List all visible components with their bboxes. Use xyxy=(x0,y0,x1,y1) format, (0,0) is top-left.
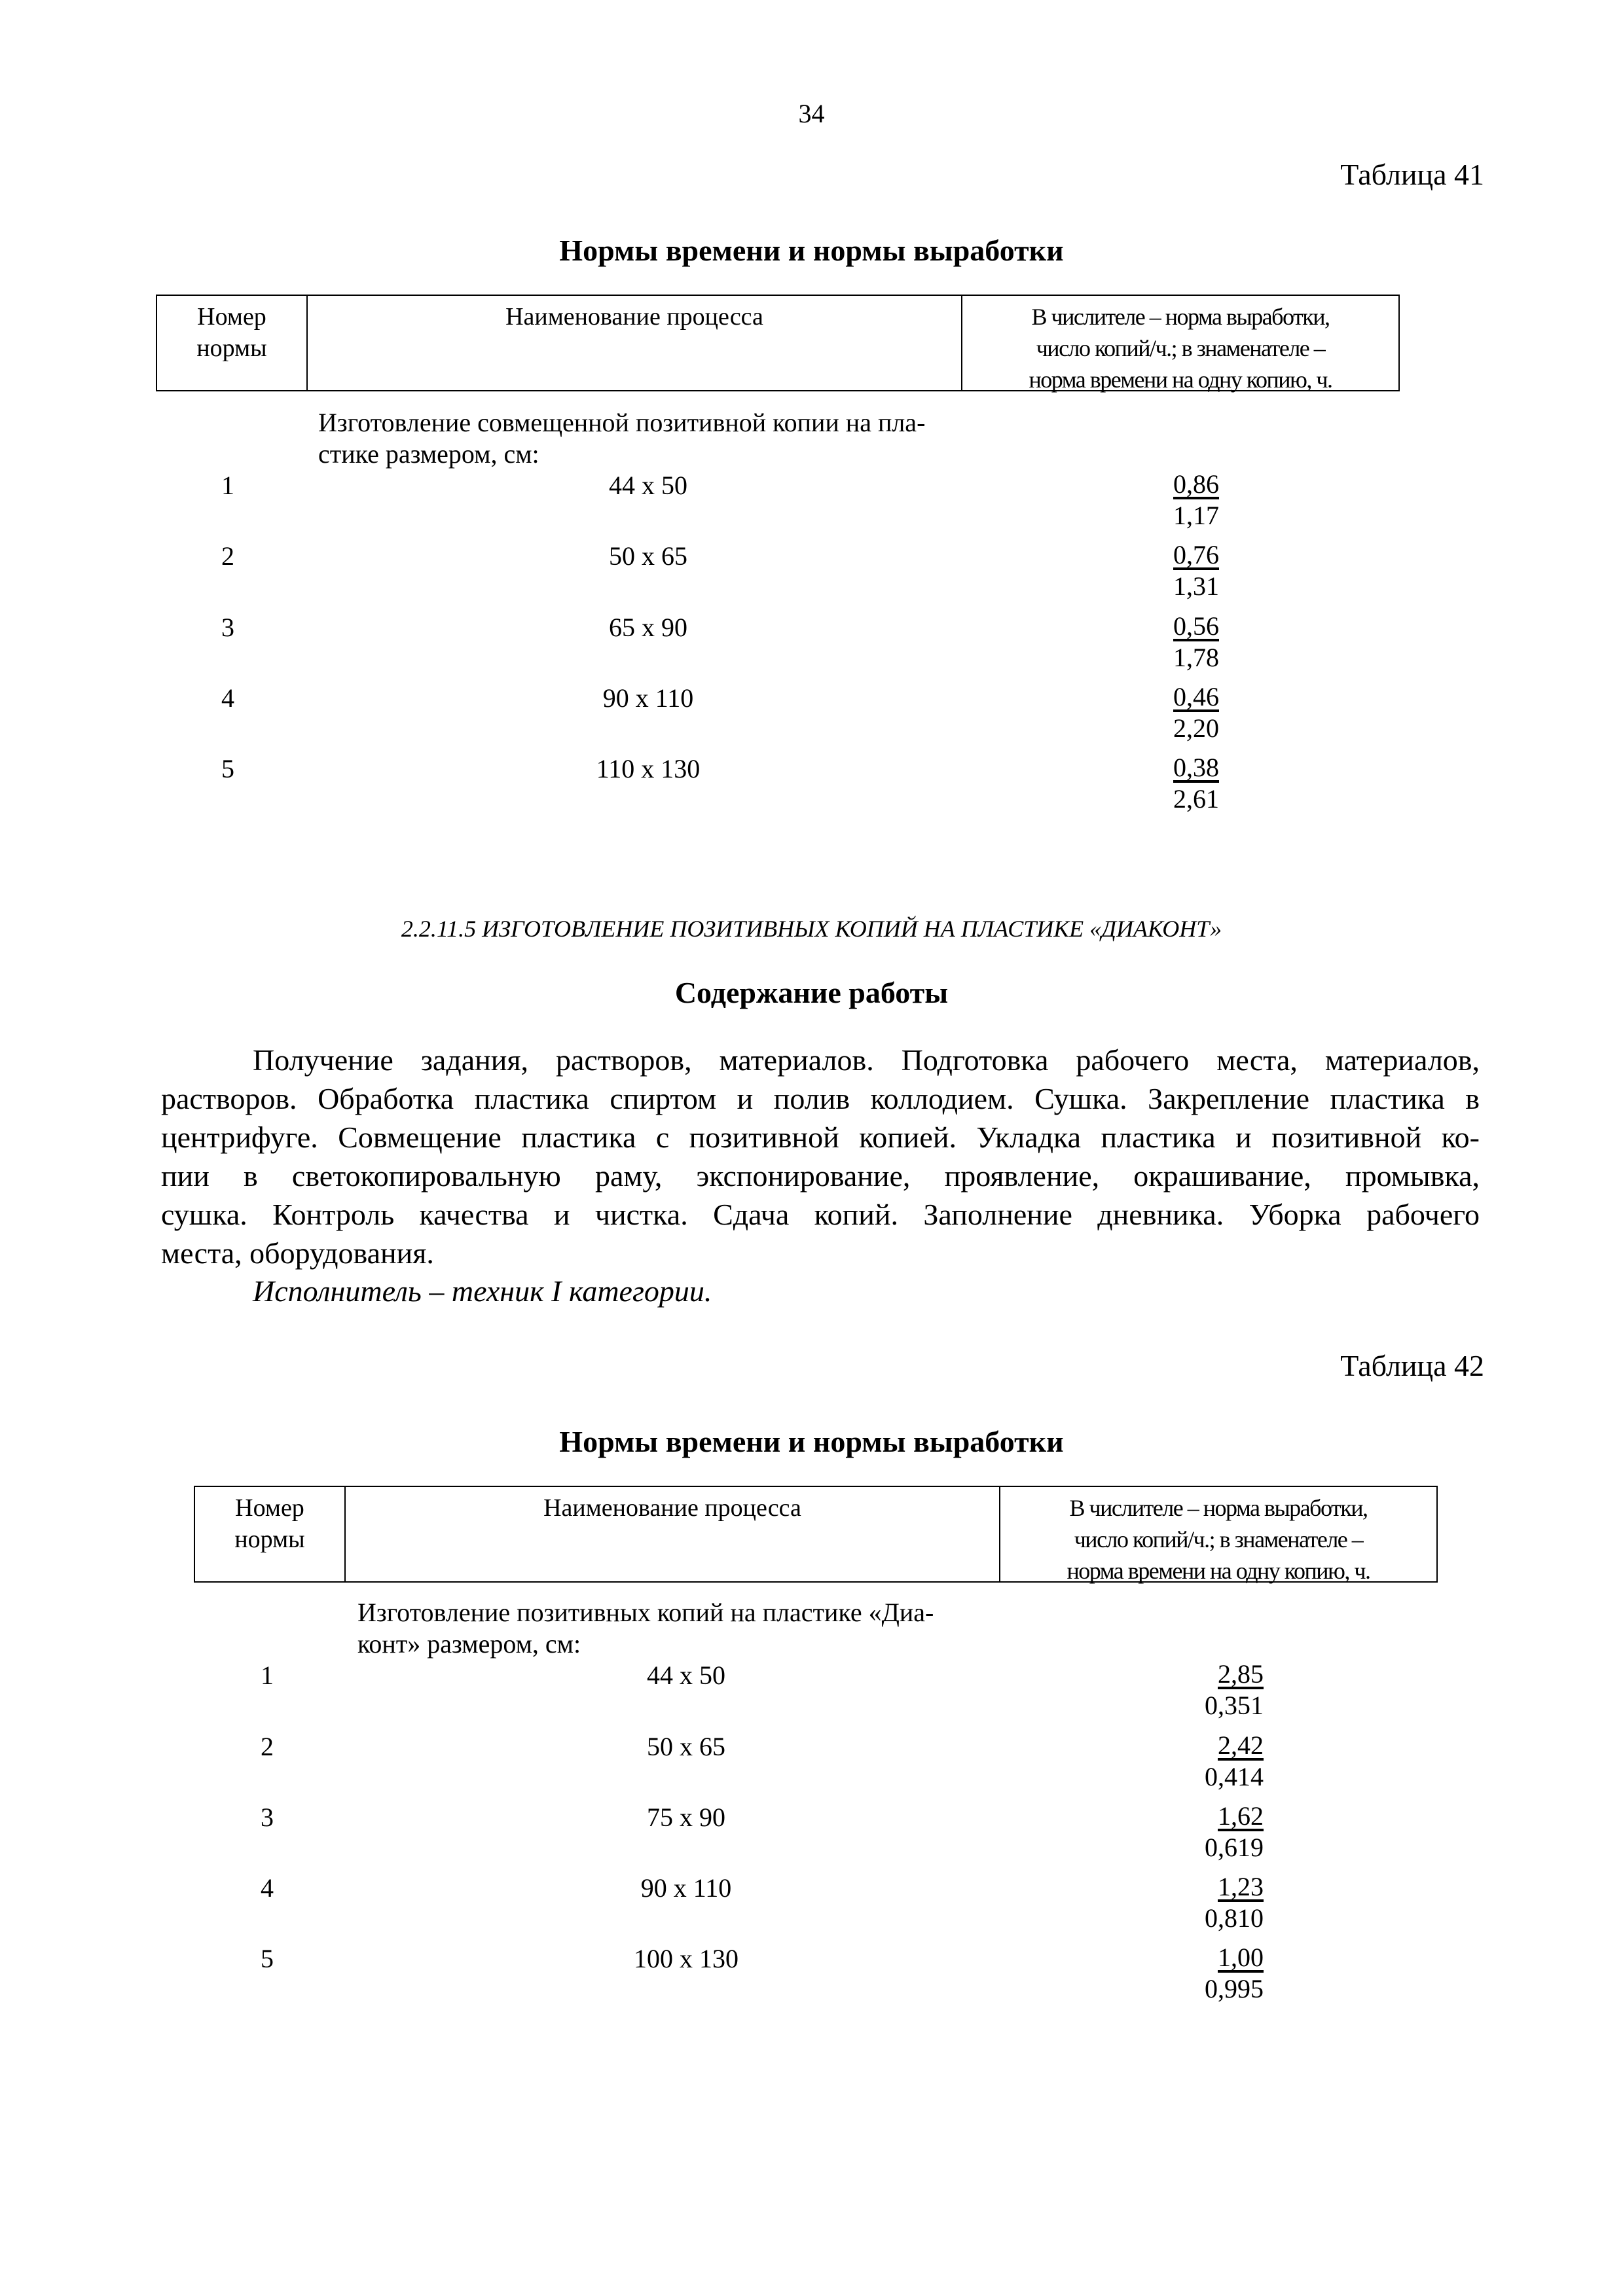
paragraph-line: растворов. Обработка пластика спиртом и полив коллодием. Сушка. Закрепление пластика в xyxy=(161,1082,1480,1115)
paragraph-line: пии в светокопировальную раму, экспонирование, проявление, окрашивание, промывка, xyxy=(161,1159,1480,1193)
header-number-line: Номер xyxy=(197,303,266,331)
fraction-numerator: 0,46 xyxy=(1173,682,1219,711)
row-number: 2 xyxy=(221,541,234,571)
header-norm-line: В числителе – норма выработки, xyxy=(1069,1495,1368,1521)
row-size: 65 х 90 xyxy=(609,613,687,642)
fraction-denominator: 0,414 xyxy=(1205,1762,1264,1791)
row-number: 5 xyxy=(221,754,234,783)
header-process-column xyxy=(346,1487,1000,1581)
row-size: 50 х 65 xyxy=(609,541,687,571)
row-size: 44 х 50 xyxy=(647,1660,725,1690)
fraction-numerator: 2,85 xyxy=(1218,1659,1264,1689)
header-norm-line: В числителе – норма выработки, xyxy=(1031,304,1330,330)
page-number: 34 xyxy=(798,99,825,128)
header-norm-line: число копий/ч.; в знаменателе – xyxy=(1036,335,1325,361)
table-41-process-name xyxy=(318,407,925,470)
section-heading: 2.2.11.5 ИЗГОТОВЛЕНИЕ ПОЗИТИВНЫХ КОПИЙ НА ПЛАСТИКЕ «ДИАКОНТ» xyxy=(401,916,1222,942)
row-number: 3 xyxy=(221,613,234,642)
fraction-numerator: 1,00 xyxy=(1218,1943,1264,1972)
paragraph-line: центрифуге. Совмещение пластика с позитивной копией. Укладка пластика и позитивной ко- xyxy=(161,1121,1480,1154)
fraction-denominator: 2,20 xyxy=(1173,713,1219,743)
work-content-paragraph xyxy=(161,1041,1480,1272)
header-process-column xyxy=(308,296,962,390)
fraction-denominator: 0,351 xyxy=(1205,1691,1264,1720)
row-number: 4 xyxy=(221,683,234,713)
fraction-denominator: 1,17 xyxy=(1173,501,1219,530)
paragraph-line: Получение задания, растворов, материалов. Подготовка рабочего места, материалов, xyxy=(253,1043,1480,1077)
fraction-denominator: 1,78 xyxy=(1173,643,1219,672)
row-size: 50 х 65 xyxy=(647,1732,725,1761)
header-number-line: нормы xyxy=(196,334,267,362)
header-norm-column xyxy=(962,296,1398,393)
header-norm-line: норма времени на одну копию, ч. xyxy=(1067,1558,1370,1584)
row-fraction xyxy=(1133,1801,1264,1863)
fraction-numerator: 0,56 xyxy=(1173,611,1219,641)
row-number: 1 xyxy=(261,1660,274,1690)
header-norm-line: норма времени на одну копию, ч. xyxy=(1029,367,1332,393)
process-line: Изготовление позитивных копий на пластике «Диа- xyxy=(357,1598,934,1627)
header-process-label: Наименование процесса xyxy=(505,303,763,331)
table-41-label: Таблица 41 xyxy=(1340,158,1484,191)
row-fraction xyxy=(1133,1659,1264,1721)
header-number-column xyxy=(157,296,308,390)
row-size: 100 х 130 xyxy=(634,1944,739,1973)
row-fraction xyxy=(1088,752,1219,815)
table-41-header xyxy=(156,295,1400,391)
table-41-title: Нормы времени и нормы выработки xyxy=(559,234,1064,267)
header-number-line: нормы xyxy=(234,1526,305,1553)
fraction-numerator: 1,62 xyxy=(1218,1801,1264,1831)
fraction-numerator: 0,76 xyxy=(1173,540,1219,569)
row-fraction xyxy=(1088,539,1219,602)
row-size: 75 х 90 xyxy=(647,1803,725,1832)
row-fraction xyxy=(1133,1730,1264,1793)
row-size: 90 х 110 xyxy=(602,683,694,713)
table-42-header xyxy=(194,1486,1438,1583)
fraction-numerator: 1,23 xyxy=(1218,1872,1264,1901)
header-norm-column xyxy=(1000,1487,1436,1584)
row-size: 90 х 110 xyxy=(640,1873,732,1903)
row-number: 1 xyxy=(221,471,234,500)
fraction-denominator: 0,810 xyxy=(1205,1903,1264,1933)
fraction-denominator: 1,31 xyxy=(1173,571,1219,601)
header-number-line: Номер xyxy=(235,1494,304,1522)
row-number: 2 xyxy=(261,1732,274,1761)
table-42-process-name xyxy=(357,1597,934,1660)
row-number: 4 xyxy=(261,1873,274,1903)
row-fraction xyxy=(1088,469,1219,531)
row-number: 3 xyxy=(261,1803,274,1832)
fraction-numerator: 0,38 xyxy=(1173,753,1219,782)
row-fraction xyxy=(1088,681,1219,744)
paragraph-line: сушка. Контроль качества и чистка. Сдача копий. Заполнение дневника. Уборка рабочего xyxy=(161,1198,1480,1231)
table-42-label: Таблица 42 xyxy=(1340,1349,1484,1382)
row-size: 44 х 50 xyxy=(609,471,687,500)
header-number-column xyxy=(195,1487,346,1581)
process-line: стике размером, см: xyxy=(318,439,539,469)
fraction-denominator: 0,995 xyxy=(1205,1974,1264,2003)
table-42-title: Нормы времени и нормы выработки xyxy=(559,1425,1064,1458)
header-process-label: Наименование процесса xyxy=(543,1494,801,1522)
process-line: конт» размером, см: xyxy=(357,1629,581,1659)
header-norm-line: число копий/ч.; в знаменателе – xyxy=(1074,1526,1363,1552)
row-number: 5 xyxy=(261,1944,274,1973)
executor-line: Исполнитель – техник I категории. xyxy=(253,1274,712,1308)
row-size: 110 х 130 xyxy=(596,754,701,783)
row-fraction xyxy=(1133,1871,1264,1934)
fraction-denominator: 2,61 xyxy=(1173,784,1219,814)
fraction-numerator: 2,42 xyxy=(1218,1731,1264,1760)
row-fraction xyxy=(1088,611,1219,673)
content-title: Содержание работы xyxy=(674,976,949,1009)
fraction-denominator: 0,619 xyxy=(1205,1833,1264,1862)
paragraph-line: места, оборудования. xyxy=(161,1236,434,1270)
fraction-numerator: 0,86 xyxy=(1173,469,1219,499)
row-fraction xyxy=(1133,1942,1264,2005)
process-line: Изготовление совмещенной позитивной копии на пла- xyxy=(318,408,926,437)
